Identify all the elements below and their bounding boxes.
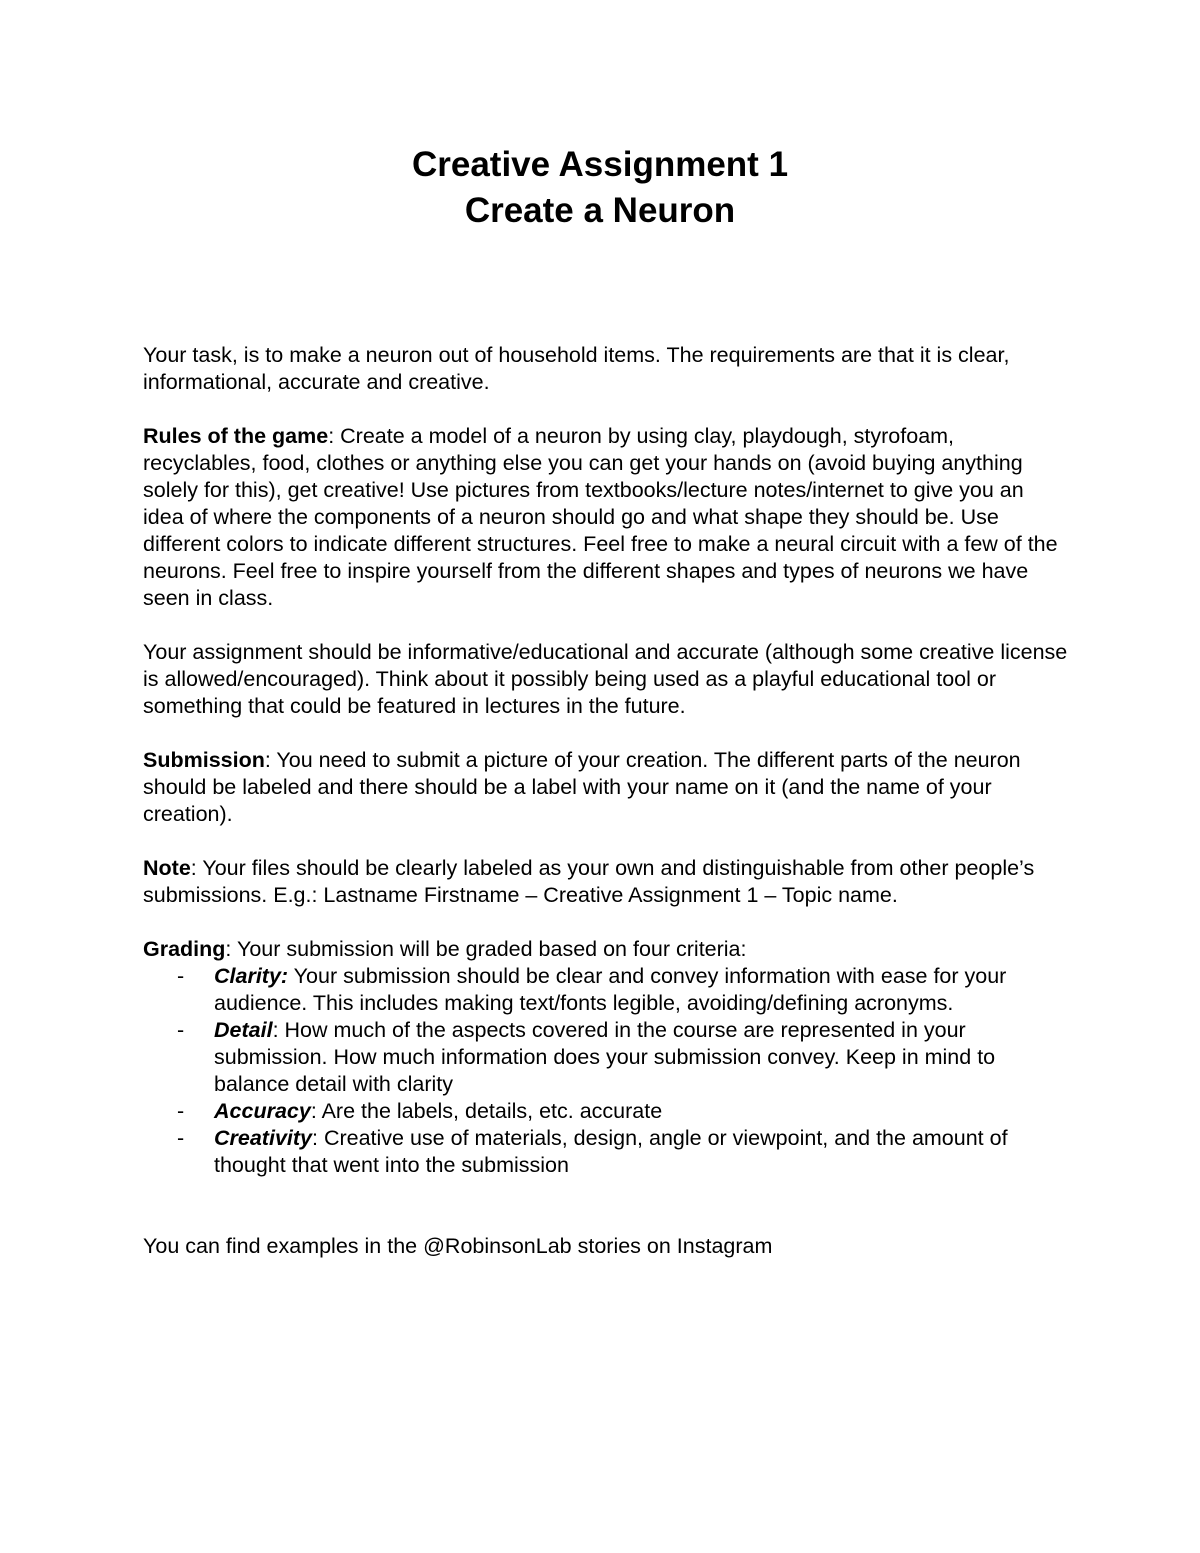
grading-text: : Your submission will be graded based on four criteria: xyxy=(225,937,747,961)
criteria-name: Detail xyxy=(214,1018,273,1042)
criteria-text: : Creative use of materials, design, angle or viewpoint, and the amount of thought that went into the submission xyxy=(214,1126,1008,1177)
grading-label: Grading xyxy=(143,937,226,961)
footer-text: You can find examples in the @RobinsonLab stories on Instagram xyxy=(143,1234,773,1258)
list-dash: - xyxy=(177,1018,185,1042)
criteria-name: Creativity xyxy=(214,1126,312,1150)
list-dash: - xyxy=(177,1126,185,1150)
title-line-2: Create a Neuron xyxy=(464,191,736,230)
document-title xyxy=(0,142,1200,234)
criteria-item-accuracy xyxy=(143,1098,1068,1125)
intro-paragraph: Your task, is to make a neuron out of household items. The requirements are that it is clear, informational, accurate and creative. xyxy=(143,343,1010,394)
spacer xyxy=(143,1179,1068,1206)
criteria-item-clarity xyxy=(143,963,1068,1017)
note-label: Note xyxy=(143,856,191,880)
criteria-text: : How much of the aspects covered in the course are represented in your submission. How much information does your submission convey. Keep in mind to balance detail with clarity xyxy=(214,1018,996,1096)
grading-intro xyxy=(143,936,1068,963)
submission-paragraph xyxy=(143,747,1068,828)
criteria-item-creativity xyxy=(143,1125,1068,1179)
criteria-item-detail xyxy=(143,1017,1068,1098)
submission-text: : You need to submit a picture of your creation. The different parts of the neuron should be labeled and there should be a label with your name on it (and the name of your creation). xyxy=(143,748,1021,826)
criteria-list xyxy=(143,963,1068,1179)
note-text: : Your files should be clearly labeled as your own and distinguishable from other people’s submissions. E.g.: Lastname Firstname – Creative Assignment 1 – Topic name. xyxy=(143,856,1035,907)
criteria-text: Your submission should be clear and convey information with ease for your audience. This includes making text/fonts legible, avoiding/defining acronyms. xyxy=(214,964,1007,1015)
submission-label: Submission xyxy=(143,748,265,772)
assignment-note-paragraph: Your assignment should be informative/educational and accurate (although some creative license is allowed/encouraged). Think about it possibly being used as a playful educational tool or something that could be featured in lectures in the future. xyxy=(143,640,1068,718)
rules-label: Rules of the game xyxy=(143,424,329,448)
note-paragraph xyxy=(143,855,1068,909)
rules-paragraph xyxy=(143,423,1068,612)
rules-text: : Create a model of a neuron by using clay, playdough, styrofoam, recyclables, food, clothes or anything else you can get your hands on (avoid buying anything solely for this), get creative! Use pictures from textbooks/lecture notes/internet to give you an idea of where the components of a neuron should go and what shape they should be. Use different colors to indicate different structures. Feel free to make a neural circuit with a few of the neurons. Feel free to inspire yourself from the different shapes and types of neurons we have seen in class. xyxy=(143,424,1058,610)
document-body xyxy=(143,342,1068,1260)
title-line-1: Creative Assignment 1 xyxy=(411,145,789,184)
grading-section xyxy=(143,936,1068,1179)
list-dash: - xyxy=(177,964,185,988)
criteria-name: Clarity: xyxy=(214,964,289,988)
criteria-text: : Are the labels, details, etc. accurate xyxy=(310,1099,663,1123)
list-dash: - xyxy=(177,1099,185,1123)
criteria-name: Accuracy xyxy=(214,1099,311,1123)
